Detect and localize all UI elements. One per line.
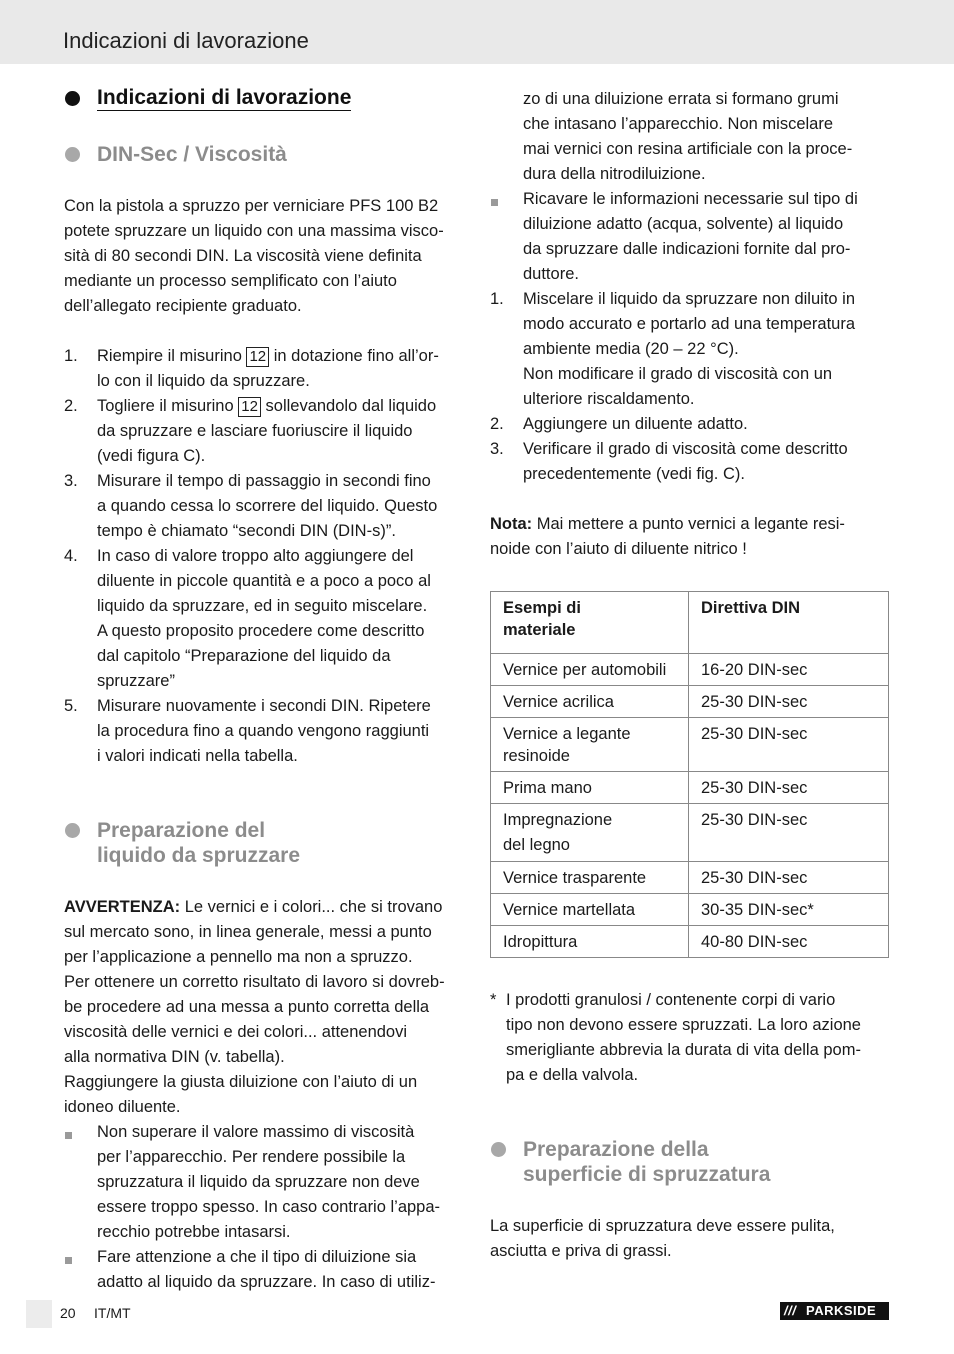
list-item: 2. Togliere il misurino 12 sollevandolo dal liquido da spruzzare e lasciare fuoriuscire il liquido (vedi figura C). [64,397,437,465]
list-item: 5. Misurare nuovamente i secondi DIN. Ripetere la procedura fino a quando vengono raggiunti i valori indicati nella tabella. [64,697,431,765]
table-row [491,804,889,862]
section-heading-surface: Preparazione della superficie di spruzzatura [490,1137,890,1187]
bullet-dot-icon [65,147,80,162]
bullet-dot-icon [65,91,80,106]
table-header-cell: Direttiva DIN [689,592,889,654]
list-item: Fare attenzione a che il tipo di diluizione sia adatto al liquido da spruzzare. In caso di utiliz- [64,1245,464,1295]
table-cell: 25-30 DIN-sec [689,718,889,772]
list-item: 3. Misurare il tempo di passaggio in secondi fino a quando cessa lo scorrere del liquido. Questo tempo è chiamato “secondi DIN (DIN-s)”. [64,472,438,540]
part-reference-12: 12 [238,397,261,417]
note-label: Nota: [490,515,533,533]
section-heading-main: Indicazioni di lavorazione [64,84,464,112]
table-cell: Vernice per automobili [491,654,689,686]
table-cell: 25-30 DIN-sec [689,686,889,718]
warning-paragraph: AVVERTENZA: Le vernici e i colori... che si trovano sul mercato sono, in linea generale, messi a punto per l’applicazione a pennello ma non a spruzzo. Per ottenere un corretto risultato di lavoro si dovreb- be procedere ad una messa a punto corretta della viscosità delle vernici e dei colori... attenendovi alla normativa DIN (v. tabella). Raggiungere la giusta diluizione con l’aiuto di un idoneo diluente. [64,898,445,1116]
table-cell: Vernice acrilica [491,686,689,718]
logo-stripes-icon: /// [784,1303,797,1318]
table-cell: Vernice a legante resinoide [491,718,689,772]
table-cell: Impregnazione del legno [491,804,689,862]
bullet-dot-icon [491,1142,506,1157]
table-cell: Idropittura [491,926,689,958]
din-steps-list [64,344,464,769]
table-row [491,926,889,958]
table-footnote: * I prodotti granulosi / contenente corpi di vario tipo non devono essere spruzzati. La loro azione smerigliante abbrevia la durata di vita della pom- pa e della valvola. [490,991,861,1084]
table-row [491,862,889,894]
surface-paragraph: La superficie di spruzzatura deve essere pulita, asciutta e priva di grassi. [490,1217,835,1260]
table-row [491,894,889,926]
table-row [491,654,889,686]
table-cell: 30-35 DIN-sec* [689,894,889,926]
square-bullet-icon [491,199,498,206]
warning-label: AVVERTENZA: [64,898,181,916]
square-bullet-icon [65,1132,72,1139]
page-number: 20 [60,1305,76,1321]
page-header [0,0,954,64]
intro-paragraph: Con la pistola a spruzzo per verniciare PFS 100 B2 potete spruzzare un liquido con una massima visco- sità di 80 secondi DIN. La viscosità viene definita mediante un processo semplificato con l’aiuto dell’allegato recipiente graduato. [64,197,444,315]
list-item: Ricavare le informazioni necessarie sul tipo di diluizione adatto (acqua, solvente) al liquido da spruzzare dalle indicazioni fornite dal pro- duttore. [490,187,890,287]
list-item: 1. Riempire il misurino 12 in dotazione fino all’or- lo con il liquido da spruzzare. [64,347,439,390]
table-cell: Vernice martellata [491,894,689,926]
note-paragraph: Nota: Mai mettere a punto vernici a legante resi- noide con l’aiuto di diluente nitrico ! [490,515,845,558]
table-header-row [491,592,889,654]
table-cell: 25-30 DIN-sec [689,772,889,804]
table-row [491,772,889,804]
right-column [490,87,890,1264]
list-item-continued: zo di una diluizione errata si formano grumi che intasano l’apparecchio. Non miscelare mai vernici con resina artificiale con la proce- dura della nitrodiluizione. [523,90,853,183]
table-cell: Prima mano [491,772,689,804]
list-item: 2. Aggiungere un diluente adatto. [490,415,748,433]
left-column [64,84,464,1295]
list-item: 4. In caso di valore troppo alto aggiungere del diluente in piccole quantità e a poco a poco al liquido da spruzzare, ed in seguito miscelare. A questo proposito procedere come descritto dal capitolo “Preparazione del liquido da spruzzare” [64,547,431,690]
square-bullet-icon [65,1257,72,1264]
table-header-cell: Esempi di materiale [491,592,689,654]
list-item: Non superare il valore massimo di viscosità per l’apparecchio. Per rendere possibile la spruzzatura il liquido da spruzzare non deve essere troppo spesso. In caso contrario l’appa- recchio potrebbe intasarsi. [64,1120,464,1245]
logo-text: PARKSIDE [806,1303,877,1318]
table-row [491,686,889,718]
table-cell: Vernice trasparente [491,862,689,894]
bullet-dot-icon [65,823,80,838]
part-reference-12: 12 [246,347,269,367]
header-title: Indicazioni di lavorazione [63,28,309,53]
list-item: 3. Verificare il grado di viscosità come descritto precedentemente (vedi fig. C). [490,440,848,483]
table-cell: 16-20 DIN-sec [689,654,889,686]
din-viscosity-table [490,591,889,958]
section-heading-din: DIN-Sec / Viscosità [64,142,464,167]
section-heading-preparation: Preparazione del liquido da spruzzare [64,818,464,868]
locale-code: IT/MT [94,1305,131,1321]
table-cell: 25-30 DIN-sec [689,804,889,862]
list-item: 1. Miscelare il liquido da spruzzare non diluito in modo accurato e portarlo ad una temperatura ambiente media (20 – 22 °C). Non modificare il grado di viscosità con un ulteriore riscaldamento. [490,290,856,408]
table-cell: 25-30 DIN-sec [689,862,889,894]
page-number-box [26,1300,52,1328]
table-cell: 40-80 DIN-sec [689,926,889,958]
parkside-logo [780,1302,889,1320]
table-row [491,718,889,772]
